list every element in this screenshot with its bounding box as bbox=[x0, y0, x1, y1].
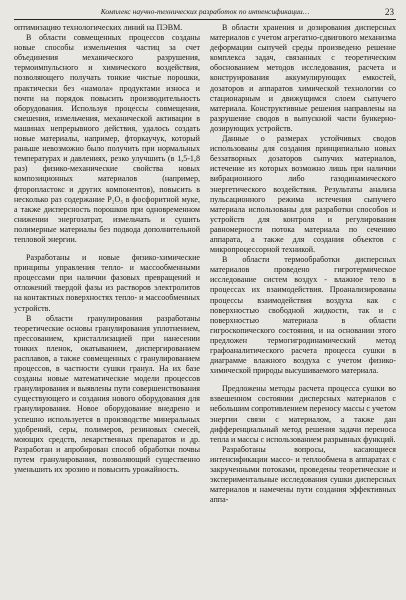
paragraph: В области совмещенных процессов созданы новые способы измельчения частиц за счет объединения механического разрушения, термоимпульсного и химического воздействия, позволяющего получать тонкие чистые порошки, практически без «намола» продуктами износа и почти на порядок повысить производительность оборудования. Используя процессы совмещения, смешения, измельчения, механической активации в машинах непрерывного действия, удалось создать новые материалы, например, фторкаучук, который раньше невозможно было получить при нормальных температурах и давлениях, резко улучшить (в 1,5-1,8 раз) физико-механические свойства новых композиционных материалов (например, фторопластокс и других компонентов), повысить в несколько раз содержание P₂O₅ в фосфоритной муке, а также дисперсность порошков при одновременном снижении энергозатрат, измельчать и сушить полимерные материалы без подвода дополнительной тепловой энергии. bbox=[14, 33, 200, 244]
paragraph: Разработаны вопросы, касающиеся интенсификации массо- и теплообмена в аппаратах с закрученными потоками, проведены теоретические и экспериментальные исследования сушки дисперсных материалов и намечены пути создания эффективных аппа- bbox=[210, 444, 396, 505]
paragraph: оптимизацию технологических линий на ПЭВМ. bbox=[14, 23, 183, 32]
paragraph: В области термообработки дисперсных материалов проведено гигротермическое исследование систем воздух - влажное тело в процессах их взаимодействия. Проанализированы процессы взаимодействия воздуха как с поверхностью свободной жидкости, так и с поверхностью материала в области гигроскопического состояния, и на основании этого предложен термогигродинамический метод графоаналитического расчета процесса сушки в диаграмме влажного воздуха с учетом физико-химической природы высушиваемого материала. bbox=[210, 255, 396, 376]
paragraph: В области хранения и дозирования дисперсных материалов с учетом агрегатно-сдвигового механизма деформации сыпучей среды произведено решение комплекса задач, связанных с теоретическим обоснованием методов исследования, расчета и конструирования аккумулирующих емкостей, дозаторов и аппаратов химической технологии со стационарным и движущимся слоем сыпучего материала. Конструктивные решения направлены на разрушение сводов в выпускной части бункерно-дозирующих устройств. bbox=[210, 23, 396, 133]
paragraph: Предложены методы расчета процесса сушки во взвешенном состоянии дисперсных материалов с небольшим сопротивлением переносу массы с учетом энергии связи с материалом, а также дан дифференциальный метод решения задачи переноса тепла и массы с использованием разрывных функций. bbox=[210, 384, 396, 444]
text-columns bbox=[14, 23, 396, 505]
running-title: Комплекс научно-технических разработок по интенсификации… bbox=[100, 7, 310, 16]
left-column bbox=[14, 23, 200, 505]
paragraph: Разработаны и новые физико-химические принципы управления тепло- и массообменными процессами при наличии фазовых превращений и отложений твердой фазы из растворов электролитов на контактных поверхностях тепло- и массообменных устройств. bbox=[14, 253, 200, 313]
page-number: 23 bbox=[385, 7, 394, 17]
right-column bbox=[210, 23, 396, 505]
paragraph: В области гранулирования разработаны теоретические основы гранулирования уплотнением, прессованием, кристаллизацией при нанесении тонких пленок, окатыванием, диспергированием расплавов, а также совмещенных с гранулированием процессов, в частности сушки гранул. На их базе созданы новые математические модели процессов гранулирования и выявлены пути совершенствования существующего и создания нового оборудования для гранулирования. Новое оборудование внедрено и успешно используется в производстве минеральных удобрений, серы, полимеров, резиновых смесей, моющих средств, лекарственных препаратов и др. Разработан и апробирован способ обработки почвы путем гранулирования, позволяющий существенно уменьшить их эрозию и повысить урожайность. bbox=[14, 313, 200, 475]
running-header bbox=[14, 6, 396, 20]
paragraph: Данные о размерах устойчивых сводов использованы для создания принципиально новых беззатворных дозаторов сыпучих материалов, истечение из которых возможно лишь при наличии вибрационного либо газодинамического энергетического воздействия. Результаты анализа пульсационного режима истечения сыпучего материала использованы для разработки способов и устройств для контроля и регулирования равномерности потока материала по сечению аппарата, а также для создания объектов с микропроцессорной техникой. bbox=[210, 134, 396, 255]
